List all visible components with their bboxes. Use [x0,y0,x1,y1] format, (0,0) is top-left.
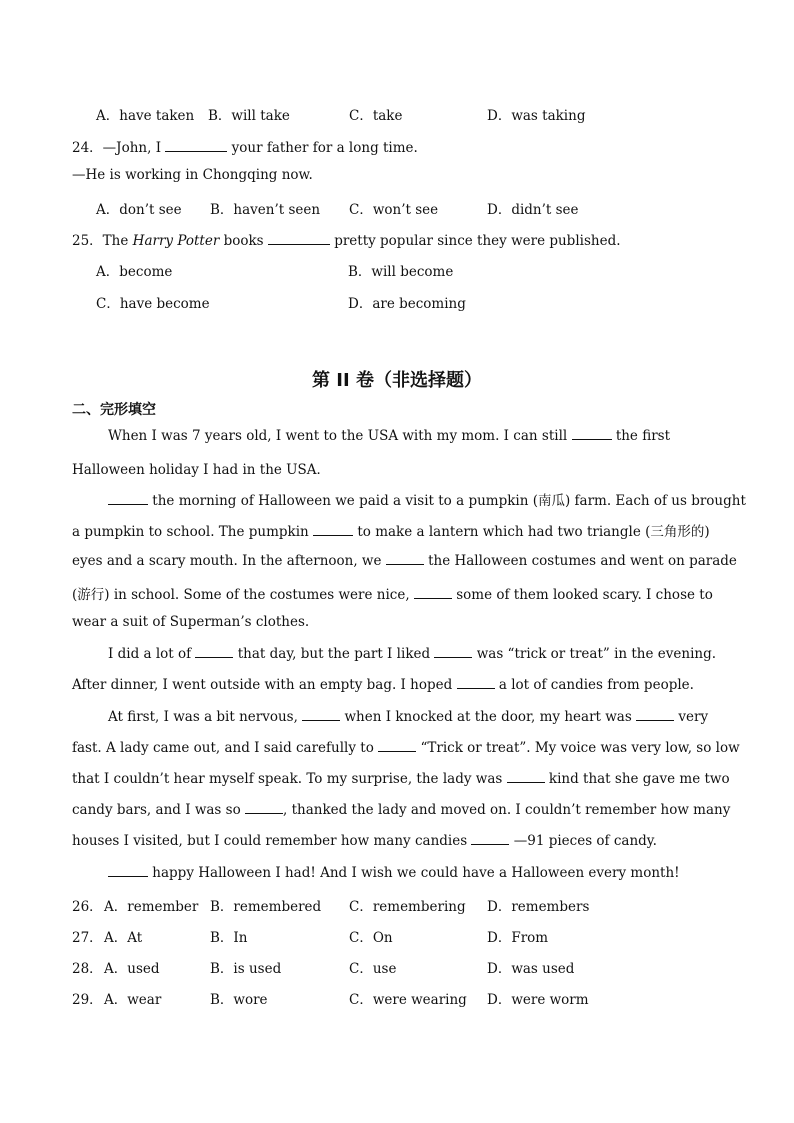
q24-stem-start: 24．—John, I [72,140,162,156]
passage-line [108,864,680,881]
question-number: 28． [72,961,103,977]
option-c: C．use [349,961,397,977]
passage-line [72,739,740,756]
q25-blank [268,232,330,245]
option-b: B．wore [210,992,268,1008]
passage-line [108,427,670,444]
q25-stem-start: 25．The [72,233,129,249]
option-c: C．remembering [349,899,466,915]
q24-option-a: A．don’t see [96,202,182,218]
passage-text: fast. A lady came out, and I said carefully to [72,740,374,756]
q25-option-a: A．become [96,264,173,280]
option-d: D．was used [487,961,575,977]
blank-35 [636,708,674,721]
blank-37 [507,770,545,783]
q23-option-b: B．will take [208,108,290,124]
q24-stem [72,136,418,156]
option-a: A．used [104,961,160,977]
blank-26 [572,427,612,440]
passage-line: Halloween holiday I had in the USA． [72,462,331,478]
passage-text: when I knocked at the door, my heart was [344,709,632,725]
passage-line [72,832,657,849]
passage-text: , thanked the lady and moved on. I couldn’t remember how many [283,802,731,818]
passage-line [108,645,716,662]
option-b: B．remembered [210,899,322,915]
blank-27 [108,492,148,505]
option-c: C．were wearing [349,992,467,1008]
passage-text: At first, I was a bit nervous, [108,709,298,725]
option-d: D．From [487,930,549,946]
passage-line [72,770,730,787]
passage-text: to make a lantern which had two triangle (三角形的) [357,524,710,540]
passage-text: eyes and a scary mouth. In the afternoon, we [72,553,382,569]
passage-text: a lot of candies from people. [498,677,694,693]
q24-stem-end: your father for a long time. [231,140,418,156]
q25-stem [72,229,621,249]
blank-31 [195,645,233,658]
passage-text: kind that she gave me two [548,771,730,787]
option-a: A．remember [104,899,199,915]
q23-option-d: D．was taking [487,108,586,124]
passage-line [108,708,708,725]
q23-option-a: A．have taken [96,108,195,124]
passage-text: some of them looked scary. I chose to [456,587,713,603]
passage-text: the morning of Halloween we paid a visit to a pumpkin (南瓜) farm. Each of us brought [152,493,746,509]
blank-28 [313,523,353,536]
passage-text: very [678,709,709,725]
passage-text: houses I visited, but I could remember how many candies [72,833,468,849]
blank-40 [108,864,148,877]
question-number: 26． [72,899,103,915]
passage-text: —91 pieces of candy. [513,833,657,849]
passage-line [108,489,746,509]
passage-line [72,552,737,569]
blank-33 [457,676,495,689]
option-d: D．were worm [487,992,589,1008]
passage-line [72,583,713,603]
option-b: B．is used [210,961,282,977]
passage-text: (游行) in school. Some of the costumes were nice, [72,587,410,603]
passage-text: the first [615,428,671,444]
option-c: C．On [349,930,393,946]
q24-reply: —He is working in Chongqing now. [72,167,313,183]
passage-text: a pumpkin to school. The pumpkin [72,524,309,540]
q24-option-d: D．didn’t see [487,202,579,218]
question-number: 29． [72,992,103,1008]
q24-blank [165,139,227,152]
q24-option-b: B．haven’t seen [210,202,321,218]
section-title: 二、完形填空 [72,402,156,418]
passage-text: that day, but the part I liked [237,646,431,662]
passage-line [72,801,730,818]
q25-stem-mid: books [223,233,264,249]
passage-text: After dinner, I went outside with an empty bag. I hoped [72,677,453,693]
passage-text: that I couldn’t hear myself speak. To my surprise, the lady was [72,771,503,787]
passage-text: When I was 7 years old, I went to the USA with my mom. I can still [108,428,568,444]
passage-text: the Halloween costumes and went on parade [428,553,737,569]
blank-39 [471,832,509,845]
part-title: 第 II 卷（非选择题） [312,370,482,391]
q24-option-c: C．won’t see [349,202,439,218]
blank-32 [434,645,472,658]
q25-stem-end: pretty popular since they were published. [334,233,621,249]
option-d: D．remembers [487,899,590,915]
passage-text: candy bars, and I was so [72,802,241,818]
blank-38 [245,801,283,814]
passage-line [72,676,694,693]
q25-option-b: B．will become [348,264,454,280]
q25-book-title: Harry Potter [132,233,220,249]
passage-text: was “trick or treat” in the evening. [476,646,717,662]
passage-line: wear a suit of Superman’s clothes. [72,614,310,630]
option-a: A．wear [104,992,162,1008]
q25-option-d: D．are becoming [348,296,466,312]
option-b: B．In [210,930,248,946]
question-number: 27． [72,930,103,946]
passage-line [72,520,710,540]
passage-text: “Trick or treat”. My voice was very low, so low [420,740,740,756]
passage-text: I did a lot of [108,646,192,662]
blank-36 [378,739,416,752]
q23-option-c: C．take [349,108,403,124]
blank-34 [302,708,340,721]
passage-text: happy Halloween I had! And I wish we could have a Halloween every month! [152,865,680,881]
blank-29 [386,552,424,565]
q25-option-c: C．have become [96,296,210,312]
option-a: A．At [104,930,143,946]
blank-30 [414,586,452,599]
